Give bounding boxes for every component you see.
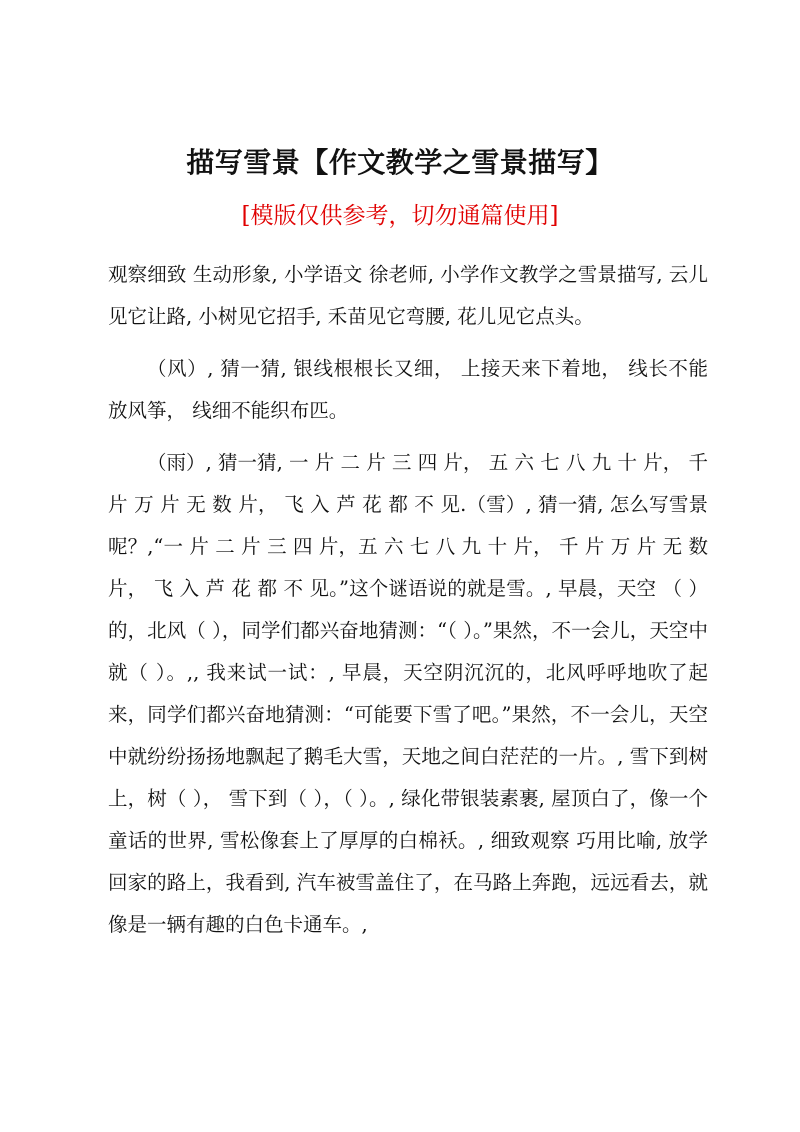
paragraph-intro: 观察细致 生动形象, 小学语文 徐老师, 小学作文教学之雪景描写, 云儿见它让路, 小树见它招手, 禾苗见它弯腰, 花儿见它点头。 <box>108 263 708 328</box>
document-title: 描写雪景【作文教学之雪景描写】 <box>186 146 614 179</box>
paragraph-snow-description: （雨）, 猜一猜, 一 片 二 片 三 四 片， 五 六 七 八 九 十 片， 千 片 万 片 无 数 片， 飞 入 芦 花 都 不 见.（雪）, 猜一猜, 怎么写雪景呢？,“一 片 二 片 三 四 片，五 六 七 八 九 十 片， 千 片 万 片 无 数 片， 飞 入 芦 花 都 不 见。”这个谜语说的就是雪。, 早晨，天空 （ ） 的，北风（ ），同学们都兴奋地猜测：“（ ）。”果然，不一会儿，天空中就（ ）。,, 我来试一试：, 早晨，天空阴沉沉的，北风呼呼地吹了起来，同学们都兴奋地猜测：“可能要下雪了吧。”果然，不一会儿，天空中就纷纷扬扬地飘起了鹅毛大雪，天地之间白茫茫的一片。, 雪下到树上，树（ ）， 雪下到（ ），（ ）。, 绿化带银装素裹, 屋顶白了，像一个童话的世界, 雪松像套上了厚厚的白棉袄。, 细致观察 巧用比喻, 放学回家的路上，我看到, 汽车被雪盖住了，在马路上奔跑，远远看去，就像是一辆有趣的白色卡通车。, <box>108 451 708 936</box>
paragraph-wind-riddle: （风）, 猜一猜, 银线根根长又细， 上接天来下着地， 线长不能放风筝， 线细不能织布匹。 <box>108 357 708 422</box>
document-body <box>108 254 708 946</box>
document-subtitle: [模版仅供参考，切勿通篇使用] <box>241 203 559 229</box>
